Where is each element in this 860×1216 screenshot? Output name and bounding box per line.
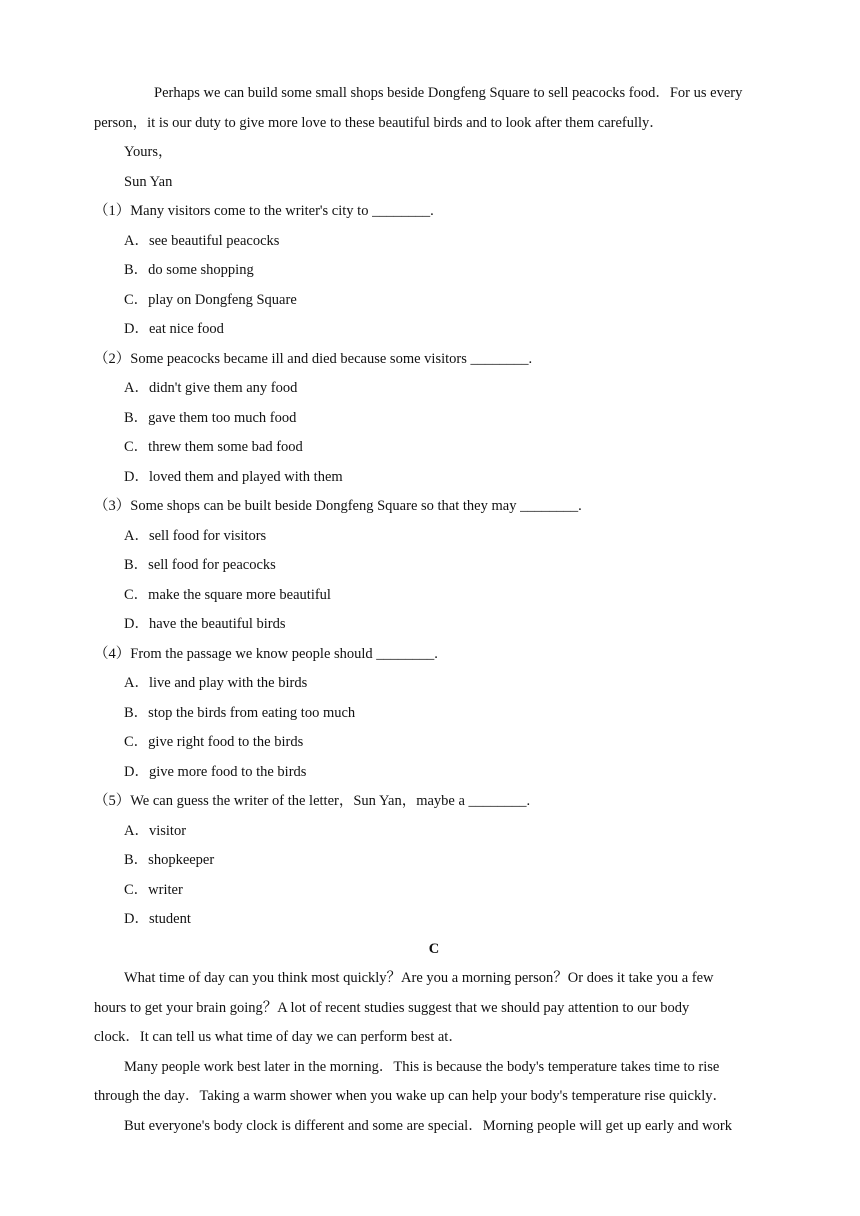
answer-option: C．threw them some bad food xyxy=(124,439,303,455)
passage-line: What time of day can you think most quickly？Are you a morning person？Or does it take you a few xyxy=(124,970,714,986)
answer-option: D．loved them and played with them xyxy=(124,468,343,485)
answer-option: B．stop the birds from eating too much xyxy=(124,704,356,721)
passage-c-body xyxy=(94,964,774,1141)
question-3 xyxy=(94,492,774,640)
section-heading: C xyxy=(428,940,440,957)
answer-option: B．sell food for peacocks xyxy=(124,557,276,573)
answer-option: D．student xyxy=(124,911,191,927)
letter-paragraph-line: person，it is our duty to give more love to these beautiful birds and to look after them carefully． xyxy=(94,114,664,131)
answer-option: A．sell food for visitors xyxy=(124,527,267,544)
answer-option: A．see beautiful peacocks xyxy=(124,232,280,249)
question-stem: （4）From the passage we know people should ________. xyxy=(94,645,438,662)
answer-option: D．eat nice food xyxy=(124,321,224,337)
answer-option: B．shopkeeper xyxy=(124,852,215,868)
answer-option: A．didn't give them any food xyxy=(124,380,298,396)
passage-line: But everyone's body clock is different and some are special．Morning people will get up early and work xyxy=(124,1117,732,1134)
answer-option: B．gave them too much food xyxy=(124,409,297,426)
answer-option: D．give more food to the birds xyxy=(124,763,307,780)
answer-option: C．play on Dongfeng Square xyxy=(124,291,297,308)
answer-option: D．have the beautiful birds xyxy=(124,616,286,632)
letter-paragraph-line: Perhaps we can build some small shops beside Dongfeng Square to sell peacocks food．For us every xyxy=(154,85,743,101)
question-stem: （2）Some peacocks became ill and died because some visitors ________. xyxy=(94,350,533,367)
question-stem: （5）We can guess the writer of the letter，Sun Yan，maybe a ________. xyxy=(94,793,531,809)
document-content xyxy=(94,79,774,1141)
question-stem: （3）Some shops can be built beside Dongfeng Square so that they may ________. xyxy=(94,498,582,514)
answer-option: A．visitor xyxy=(124,822,187,839)
passage-line: Many people work best later in the morning．This is because the body's temperature takes time to rise xyxy=(124,1058,720,1075)
passage-line: clock．It can tell us what time of day we can perform best at． xyxy=(94,1029,463,1045)
passage-line: through the day．Taking a warm shower when you wake up can help your body's temperature rise quickly． xyxy=(94,1088,727,1104)
question-stem: （1）Many visitors come to the writer's city to ________. xyxy=(94,203,434,219)
question-2 xyxy=(94,345,774,493)
question-5 xyxy=(94,787,774,935)
answer-option: C．give right food to the birds xyxy=(124,734,304,750)
question-1 xyxy=(94,197,774,345)
answer-option: C．make the square more beautiful xyxy=(124,586,331,603)
answer-option: B．do some shopping xyxy=(124,262,254,278)
passage-line: hours to get your brain going？A lot of recent studies suggest that we should pay attention to our body xyxy=(94,999,690,1016)
letter-signature: Sun Yan xyxy=(124,173,173,190)
answer-option: C．writer xyxy=(124,881,183,898)
letter-closing: Yours， xyxy=(124,144,173,160)
answer-option: A．live and play with the birds xyxy=(124,675,308,691)
question-4 xyxy=(94,640,774,788)
